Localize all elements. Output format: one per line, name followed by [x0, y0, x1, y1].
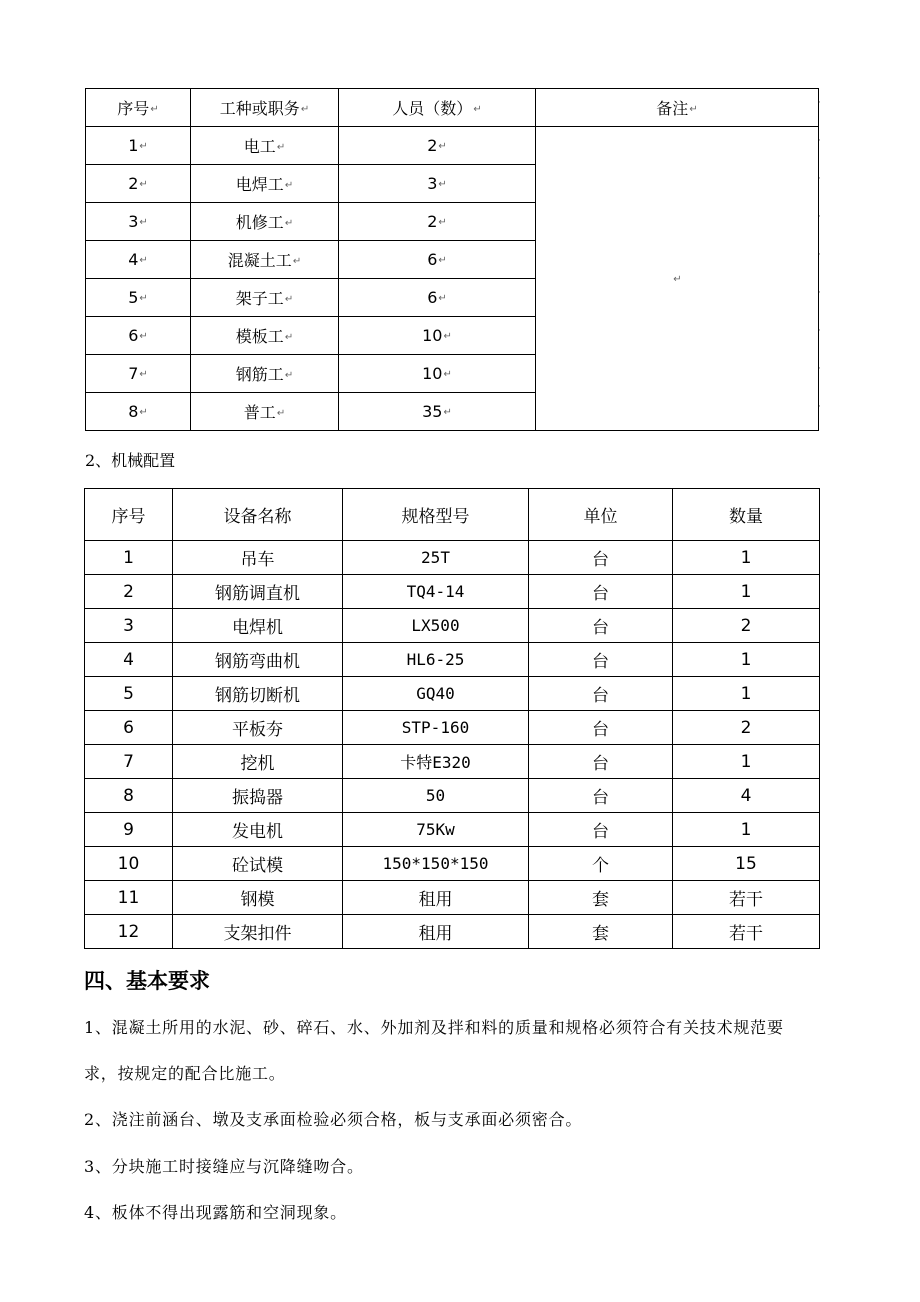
cell-unit: 台 [529, 677, 673, 711]
cell-unit: 台 [529, 541, 673, 575]
cell-name: 钢筋切断机 [173, 677, 343, 711]
header-cell: 工种或职务↵ [191, 89, 339, 127]
header-cell: 序号 [85, 489, 173, 541]
cell-role: 电焊工↵ [191, 165, 339, 203]
remark-cell: ↵ [536, 127, 819, 431]
cell-name: 砼试模 [173, 847, 343, 881]
cell-name: 钢模 [173, 881, 343, 915]
row-end-mark: · [818, 212, 821, 222]
cell-unit: 台 [529, 575, 673, 609]
table-row [86, 127, 819, 165]
cell-spec: 租用 [343, 881, 529, 915]
cell-qty: 2 [673, 609, 820, 643]
cell-count: 2↵ [339, 127, 536, 165]
cell-no: 7 [85, 745, 173, 779]
cell-unit: 台 [529, 609, 673, 643]
cell-no: 6↵ [86, 317, 191, 355]
cell-spec: HL6-25 [343, 643, 529, 677]
cell-qty: 4 [673, 779, 820, 813]
cell-qty: 1 [673, 745, 820, 779]
cell-spec: 150*150*150 [343, 847, 529, 881]
cell-role: 电工↵ [191, 127, 339, 165]
requirement-1-line-2: 求，按规定的配合比施工。 [84, 1064, 286, 1083]
cell-spec: 75Kw [343, 813, 529, 847]
header-cell: 规格型号 [343, 489, 529, 541]
requirement-4: 4、板体不得出现露筋和空洞现象。 [84, 1203, 347, 1222]
row-end-mark: · [818, 288, 821, 298]
table-row [85, 677, 820, 711]
cell-qty: 1 [673, 575, 820, 609]
cell-spec: 卡特E320 [343, 745, 529, 779]
row-end-mark: · [818, 364, 821, 374]
cell-count: 3↵ [339, 165, 536, 203]
cell-spec: 租用 [343, 915, 529, 949]
row-end-mark: · [818, 174, 821, 184]
cell-name: 支架扣件 [173, 915, 343, 949]
machine-table [84, 488, 820, 949]
cell-qty: 若干 [673, 915, 820, 949]
cell-unit: 套 [529, 881, 673, 915]
cell-count: 2↵ [339, 203, 536, 241]
cell-name: 挖机 [173, 745, 343, 779]
cell-no: 5 [85, 677, 173, 711]
section-2-heading: 2、机械配置 [85, 451, 176, 470]
header-cell: 单位 [529, 489, 673, 541]
cell-no: 9 [85, 813, 173, 847]
cell-qty: 1 [673, 677, 820, 711]
cell-no: 8↵ [86, 393, 191, 431]
table-row [85, 847, 820, 881]
cell-count: 10↵ [339, 317, 536, 355]
cell-no: 1↵ [86, 127, 191, 165]
requirement-2: 2、浇注前涵台、墩及支承面检验必须合格，板与支承面必须密合。 [84, 1110, 583, 1129]
cell-name: 平板夯 [173, 711, 343, 745]
table-row [85, 915, 820, 949]
table-row [85, 643, 820, 677]
cell-unit: 台 [529, 643, 673, 677]
cell-name: 发电机 [173, 813, 343, 847]
cell-qty: 1 [673, 813, 820, 847]
cell-qty: 2 [673, 711, 820, 745]
header-cell: 备注↵ [536, 89, 819, 127]
table-row [85, 813, 820, 847]
cell-no: 1 [85, 541, 173, 575]
cell-no: 2↵ [86, 165, 191, 203]
row-end-mark: · [818, 326, 821, 336]
cell-spec: 25T [343, 541, 529, 575]
table-row [85, 881, 820, 915]
header-cell: 数量 [673, 489, 820, 541]
cell-no: 2 [85, 575, 173, 609]
cell-no: 8 [85, 779, 173, 813]
cell-name: 钢筋调直机 [173, 575, 343, 609]
staff-table [85, 88, 819, 431]
table-header-row [86, 89, 819, 127]
cell-unit: 台 [529, 711, 673, 745]
cell-no: 5↵ [86, 279, 191, 317]
cell-spec: 50 [343, 779, 529, 813]
cell-role: 架子工↵ [191, 279, 339, 317]
cell-role: 模板工↵ [191, 317, 339, 355]
cell-unit: 台 [529, 779, 673, 813]
header-cell: 设备名称 [173, 489, 343, 541]
table-row [85, 779, 820, 813]
requirement-1-line-1: 1、混凝土所用的水泥、砂、碎石、水、外加剂及拌和料的质量和规格必须符合有关技术规范要 [84, 1018, 784, 1037]
section-4-heading: 四、基本要求 [84, 969, 210, 993]
table-header-row [85, 489, 820, 541]
cell-unit: 台 [529, 813, 673, 847]
header-cell: 人员（数）↵ [339, 89, 536, 127]
cell-count: 10↵ [339, 355, 536, 393]
cell-qty: 若干 [673, 881, 820, 915]
cell-qty: 1 [673, 643, 820, 677]
cell-spec: STP-160 [343, 711, 529, 745]
table-row [85, 745, 820, 779]
cell-role: 普工↵ [191, 393, 339, 431]
cell-no: 4 [85, 643, 173, 677]
table-row [85, 541, 820, 575]
cell-spec: GQ40 [343, 677, 529, 711]
cell-qty: 15 [673, 847, 820, 881]
cell-count: 6↵ [339, 279, 536, 317]
cell-count: 35↵ [339, 393, 536, 431]
cell-no: 3↵ [86, 203, 191, 241]
cell-no: 3 [85, 609, 173, 643]
cell-no: 12 [85, 915, 173, 949]
cell-name: 电焊机 [173, 609, 343, 643]
cell-spec: TQ4-14 [343, 575, 529, 609]
row-end-mark: · [818, 250, 821, 260]
table-row [85, 711, 820, 745]
cell-name: 振捣器 [173, 779, 343, 813]
cell-no: 7↵ [86, 355, 191, 393]
cell-unit: 台 [529, 745, 673, 779]
cell-name: 吊车 [173, 541, 343, 575]
cell-role: 钢筋工↵ [191, 355, 339, 393]
cell-role: 机修工↵ [191, 203, 339, 241]
row-end-mark: · [818, 98, 821, 108]
cell-name: 钢筋弯曲机 [173, 643, 343, 677]
cell-no: 11 [85, 881, 173, 915]
cell-count: 6↵ [339, 241, 536, 279]
cell-unit: 个 [529, 847, 673, 881]
cell-no: 6 [85, 711, 173, 745]
cell-no: 10 [85, 847, 173, 881]
row-end-mark: · [818, 136, 821, 146]
header-cell: 序号↵ [86, 89, 191, 127]
row-end-mark: · [818, 402, 821, 412]
table-row [85, 575, 820, 609]
cell-qty: 1 [673, 541, 820, 575]
cell-spec: LX500 [343, 609, 529, 643]
cell-no: 4↵ [86, 241, 191, 279]
cell-unit: 套 [529, 915, 673, 949]
cell-role: 混凝土工↵ [191, 241, 339, 279]
table-row [85, 609, 820, 643]
requirement-3: 3、分块施工时接缝应与沉降缝吻合。 [84, 1157, 364, 1176]
